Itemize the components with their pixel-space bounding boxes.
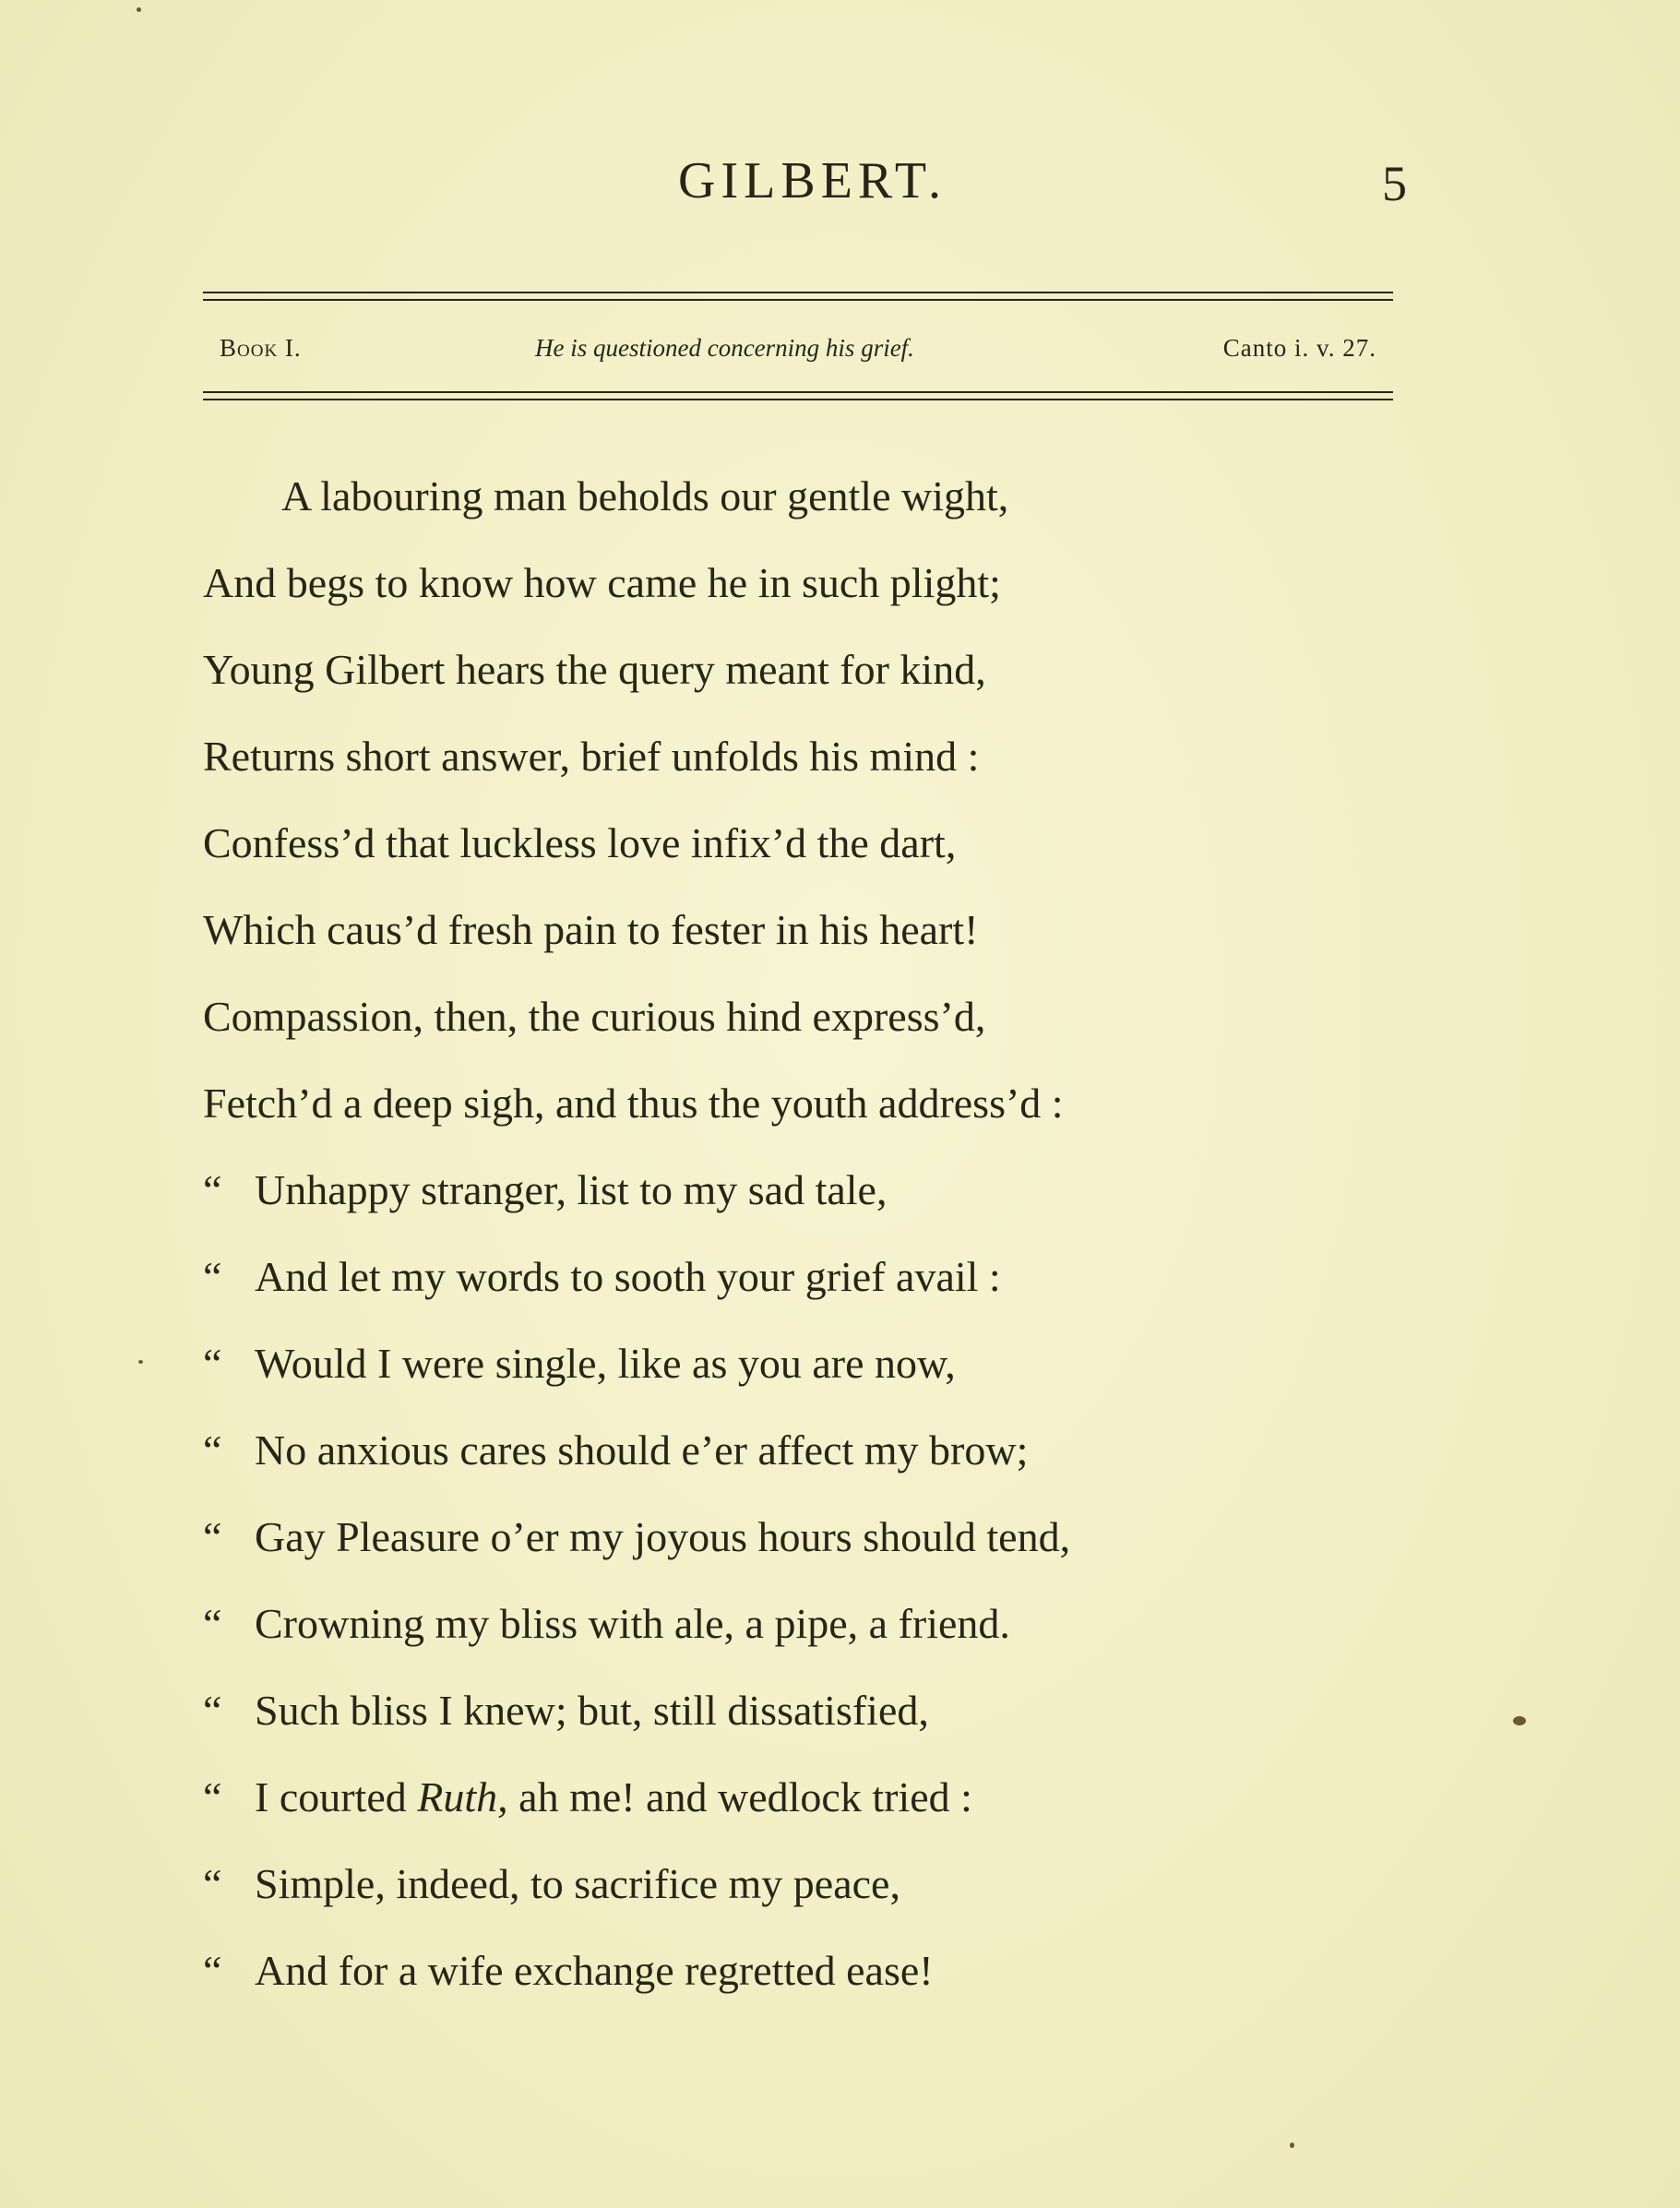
verse-line: And begs to know how came he in such plight; [203, 559, 1001, 606]
verse-line-text: Crowning my bliss with ale, a pipe, a friend. [255, 1600, 1010, 1647]
headline-canto: Canto i. v. 27. [1222, 334, 1376, 362]
verse-line: Compassion, then, the curious hind express’d, [203, 993, 986, 1040]
verse-line [203, 1849, 1439, 1936]
verse-line [203, 1762, 1439, 1849]
quote-mark: “ [203, 1947, 222, 1994]
verse-line [203, 1936, 1439, 2023]
quote-mark: “ [203, 1253, 222, 1300]
verse-line [203, 1242, 1439, 1329]
verse-line-text: Unhappy stranger, list to my sad tale, [255, 1166, 888, 1213]
paper-speck [1513, 1716, 1526, 1725]
quote-mark: “ [203, 1860, 222, 1907]
verse-name-ruth: Ruth, [417, 1773, 508, 1820]
verse-line: Returns short answer, brief unfolds his mind : [203, 733, 980, 780]
verse-line-text: And let my words to sooth your grief avail : [255, 1253, 1001, 1300]
verse-line-text: Such bliss I knew; but, still dissatisfied, [255, 1687, 929, 1734]
headline-top-rule [203, 292, 1393, 301]
verse-line [203, 1676, 1439, 1762]
page-number: 5 [1382, 156, 1407, 211]
verse-block [203, 461, 1439, 2023]
quote-mark: “ [203, 1166, 222, 1213]
headline [203, 329, 1393, 366]
paper-speck [137, 7, 141, 12]
verse-line [203, 1502, 1439, 1589]
verse-line: Which caus’d fresh pain to fester in his heart! [203, 906, 979, 953]
quote-mark: “ [203, 1426, 222, 1474]
verse-line: A labouring man beholds our gentle wight, [281, 472, 1009, 519]
verse-line-text: Would I were single, like as you are now, [255, 1340, 956, 1387]
verse-line-text: ah me! and wedlock tried : [518, 1773, 972, 1820]
verse-line-text: I courted [255, 1773, 407, 1820]
verse-line [203, 1155, 1439, 1242]
quote-mark: “ [203, 1600, 222, 1647]
headline-book: Book I. [220, 334, 302, 362]
quote-mark: “ [203, 1513, 222, 1560]
verse-line: Young Gilbert hears the query meant for kind, [203, 646, 986, 693]
verse-line-text: Simple, indeed, to sacrifice my peace, [255, 1860, 900, 1907]
headline-bottom-rule [203, 391, 1393, 400]
paper-speck [138, 1360, 143, 1364]
quote-mark: “ [203, 1340, 222, 1387]
verse-line-text: And for a wife exchange regretted ease! [255, 1947, 934, 1994]
verse-line-text: Gay Pleasure o’er my joyous hours should tend, [255, 1513, 1071, 1560]
verse-line: Fetch’d a deep sigh, and thus the youth address’d : [203, 1080, 1064, 1127]
quote-mark: “ [203, 1773, 222, 1820]
verse-line-text: No anxious cares should e’er affect my brow; [255, 1426, 1029, 1474]
verse-line: Confess’d that luckless love infix’d the dart, [203, 819, 957, 866]
paper-speck [1290, 2142, 1294, 2148]
verse-line [203, 1329, 1439, 1415]
headline-subject: He is questioned concerning his grief. [535, 334, 914, 362]
running-title: GILBERT. [678, 152, 947, 209]
verse-line [203, 1415, 1439, 1502]
quote-mark: “ [203, 1687, 222, 1734]
verse-line [203, 1589, 1439, 1676]
